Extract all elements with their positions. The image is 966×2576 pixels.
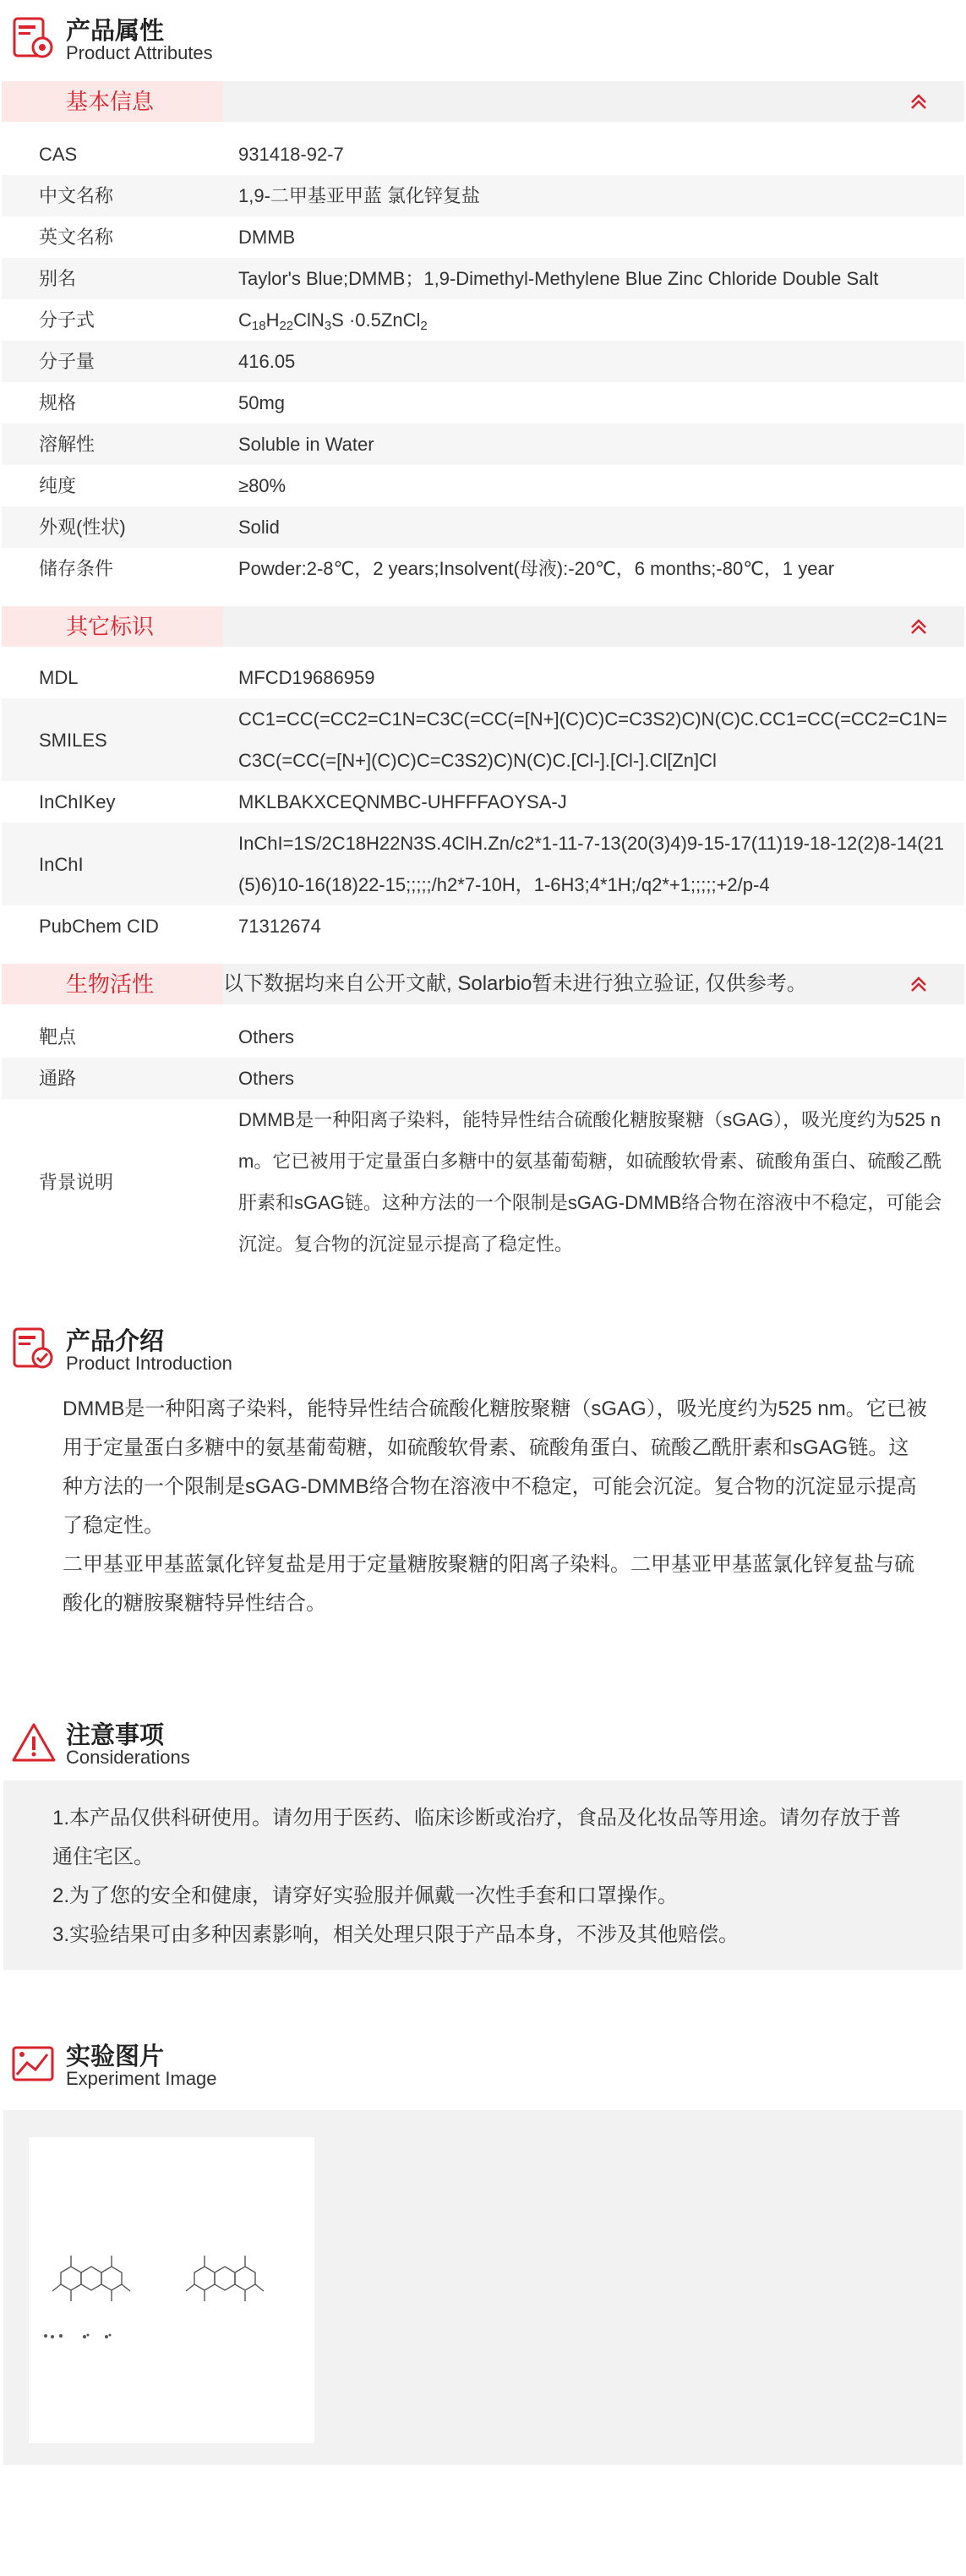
attr-key: 英文名称 bbox=[39, 227, 114, 248]
attr-row-inchi bbox=[2, 823, 964, 905]
attr-value: CC1=CC(=CC2=C1N=C3C(=CC(=[N+](C)C)C=C3S2)C)N(C)C.CC1=CC(=CC2=C1N=C3C(=CC(=[N+](C)C)C=C3S2)C)N(C)C.[Cl-].[Cl-].Cl[Zn]Cl bbox=[238, 708, 947, 771]
considerations-box bbox=[3, 1780, 963, 1970]
attr-value: InChI=1S/2C18H22N3S.4ClH.Zn/c2*1-11-7-13(20(3)4)9-15-17(11)19-18-12(2)8-14(21(5)6)10-16(18)22-15;;;;;/h2*7-10H，1-6H3;4*1H;/q2*+1;;;;;+2/p-4 bbox=[238, 833, 945, 895]
attributes-title: 产品属性 bbox=[66, 18, 165, 45]
experiment-header bbox=[0, 2026, 966, 2102]
attr-key: 背景说明 bbox=[39, 1171, 114, 1193]
attr-value: 50mg bbox=[238, 392, 286, 413]
attr-row-cn-name bbox=[2, 175, 964, 216]
document-gear-icon bbox=[10, 15, 57, 63]
attr-value: DMMB bbox=[238, 227, 296, 248]
introduction-header bbox=[0, 1310, 966, 1386]
attr-key: SMILES bbox=[39, 729, 107, 751]
consideration-item: 3.实验结果可由多种因素影响，相关处理只限于产品本身，不涉及其他赔偿。 bbox=[52, 1923, 740, 1946]
other-ids-label: 其它标识 bbox=[2, 606, 223, 647]
attr-key: CAS bbox=[39, 144, 78, 165]
consideration-item: 2.为了您的安全和健康，请穿好实验服并佩戴一次性手套和口罩操作。 bbox=[52, 1884, 679, 1907]
consideration-item: 1.本产品仅供科研使用。请勿用于医药、临床诊断或治疗，食品及化妆品等用途。请勿存放于普通住宅区。 bbox=[52, 1807, 902, 1868]
attr-row-pubchem bbox=[2, 905, 964, 947]
attr-row-background bbox=[2, 1099, 964, 1265]
attributes-subtitle: Product Attributes bbox=[66, 42, 213, 63]
bio-disclaimer: 以下数据均来自公开文献, Solarbio暂未进行独立验证, 仅供参考。 bbox=[223, 972, 807, 995]
attr-row-pathway bbox=[2, 1058, 964, 1099]
attr-value: 931418-92-7 bbox=[238, 144, 344, 165]
chemical-structure-drawing bbox=[29, 2137, 314, 2443]
attr-key: InChIKey bbox=[39, 791, 116, 812]
attr-row-smiles bbox=[2, 698, 964, 781]
introduction-title: 产品介绍 bbox=[66, 1328, 165, 1355]
attributes-header bbox=[0, 0, 966, 81]
attr-value: DMMB是一种阳离子染料，能特异性结合硫酸化糖胺聚糖（sGAG），吸光度约为525 nm。它已被用于定量蛋白多糖中的氨基葡萄糖，如硫酸软骨素、硫酸角蛋白、硫酸乙酰肝素和sGAG链。这种方法的一个限制是sGAG-DMMB络合物在溶液中不稳定，可能会沉淀。复合物的沉淀显示提高了稳定性。 bbox=[238, 1109, 942, 1255]
attr-row-purity bbox=[2, 465, 964, 506]
experiment-subtitle: Experiment Image bbox=[66, 2068, 217, 2089]
document-check-icon bbox=[10, 1326, 57, 1373]
structure-image bbox=[29, 2137, 314, 2443]
attr-value: 71312674 bbox=[238, 916, 321, 937]
attr-key: 外观(性状) bbox=[39, 517, 126, 538]
considerations-header bbox=[0, 1704, 966, 1780]
attr-value: Taylor's Blue;DMMB；1,9-Dimethyl-Methylene Blue Zinc Chloride Double Salt bbox=[238, 268, 879, 289]
attr-value: 1,9-二甲基亚甲蓝 氯化锌复盐 bbox=[238, 185, 481, 206]
image-chart-icon bbox=[10, 2041, 57, 2088]
attr-value: MFCD19686959 bbox=[238, 667, 375, 688]
basic-info-bar[interactable] bbox=[2, 81, 964, 122]
other-ids-bar[interactable] bbox=[2, 606, 964, 647]
bio-activity-bar[interactable] bbox=[2, 964, 964, 1004]
attr-row-formula bbox=[2, 299, 964, 341]
attr-row-storage bbox=[2, 548, 964, 589]
attr-value: 416.05 bbox=[238, 351, 296, 372]
attr-value: Soluble in Water bbox=[238, 434, 374, 455]
attr-value-formula: $C_{18}H_{22}ClN_3S$ ·0.5ZnCl$_2$ bbox=[238, 309, 428, 333]
attr-row-appearance bbox=[2, 506, 964, 548]
introduction-subtitle: Product Introduction bbox=[66, 1353, 232, 1374]
attr-value: MKLBAKXCEQNMBC-UHFFFAOYSA-J bbox=[238, 791, 567, 812]
attr-key: 通路 bbox=[39, 1068, 77, 1089]
attr-row-cas bbox=[2, 134, 964, 175]
attr-row-inchikey bbox=[2, 781, 964, 823]
attr-value: Others bbox=[238, 1068, 295, 1089]
introduction-body bbox=[0, 1386, 966, 1623]
attr-row-en-name bbox=[2, 216, 964, 258]
attr-key: 规格 bbox=[39, 392, 77, 413]
attr-value: Powder:2-8℃，2 years;Insolvent(母液):-20℃，6 months;-80℃，1 year bbox=[238, 558, 835, 579]
attr-row-mdl bbox=[2, 657, 964, 698]
attr-row-alias bbox=[2, 258, 964, 299]
introduction-paragraph: DMMB是一种阳离子染料，能特异性结合硫酸化糖胺聚糖（sGAG），吸光度约为525 nm。它已被用于定量蛋白多糖中的氨基葡萄糖，如硫酸软骨素、硫酸角蛋白、硫酸乙酰肝素和sGAG链。这种方法的一个限制是sGAG-DMMB络合物在溶液中不稳定，可能会沉淀。复合物的沉淀显示提高了稳定性。 bbox=[63, 1397, 927, 1537]
attr-key: 储存条件 bbox=[39, 558, 114, 579]
attr-key: 溶解性 bbox=[39, 434, 96, 455]
attr-value: ≥80% bbox=[238, 475, 287, 496]
attr-key: 分子式 bbox=[39, 309, 96, 331]
experiment-title: 实验图片 bbox=[66, 2043, 165, 2070]
attr-key: 靶点 bbox=[39, 1026, 77, 1047]
attr-key: PubChem CID bbox=[39, 916, 159, 937]
attr-key: 中文名称 bbox=[39, 185, 114, 206]
considerations-subtitle: Considerations bbox=[66, 1747, 190, 1768]
experiment-image-area bbox=[3, 2110, 963, 2465]
collapse-chevron-icon[interactable] bbox=[909, 974, 929, 994]
attr-value: Solid bbox=[238, 517, 280, 538]
attr-key: 分子量 bbox=[39, 351, 96, 372]
attr-row-solubility bbox=[2, 424, 964, 465]
attr-row-mw bbox=[2, 341, 964, 382]
collapse-chevron-icon[interactable] bbox=[909, 616, 929, 637]
attr-key: MDL bbox=[39, 667, 79, 688]
attr-key: InChI bbox=[39, 853, 84, 875]
warning-icon bbox=[10, 1720, 57, 1767]
collapse-chevron-icon[interactable] bbox=[909, 91, 929, 112]
considerations-title: 注意事项 bbox=[66, 1722, 165, 1749]
basic-info-label: 基本信息 bbox=[2, 81, 223, 122]
attr-row-target bbox=[2, 1016, 964, 1058]
attr-key: 别名 bbox=[39, 268, 77, 289]
attr-row-spec bbox=[2, 382, 964, 424]
attr-value: Others bbox=[238, 1026, 295, 1047]
bio-activity-label: 生物活性 bbox=[2, 964, 223, 1004]
attr-key: 纯度 bbox=[39, 475, 77, 496]
introduction-paragraph: 二甲基亚甲基蓝氯化锌复盐是用于定量糖胺聚糖的阳离子染料。二甲基亚甲基蓝氯化锌复盐与硫酸化的糖胺聚糖特异性结合。 bbox=[63, 1553, 914, 1615]
